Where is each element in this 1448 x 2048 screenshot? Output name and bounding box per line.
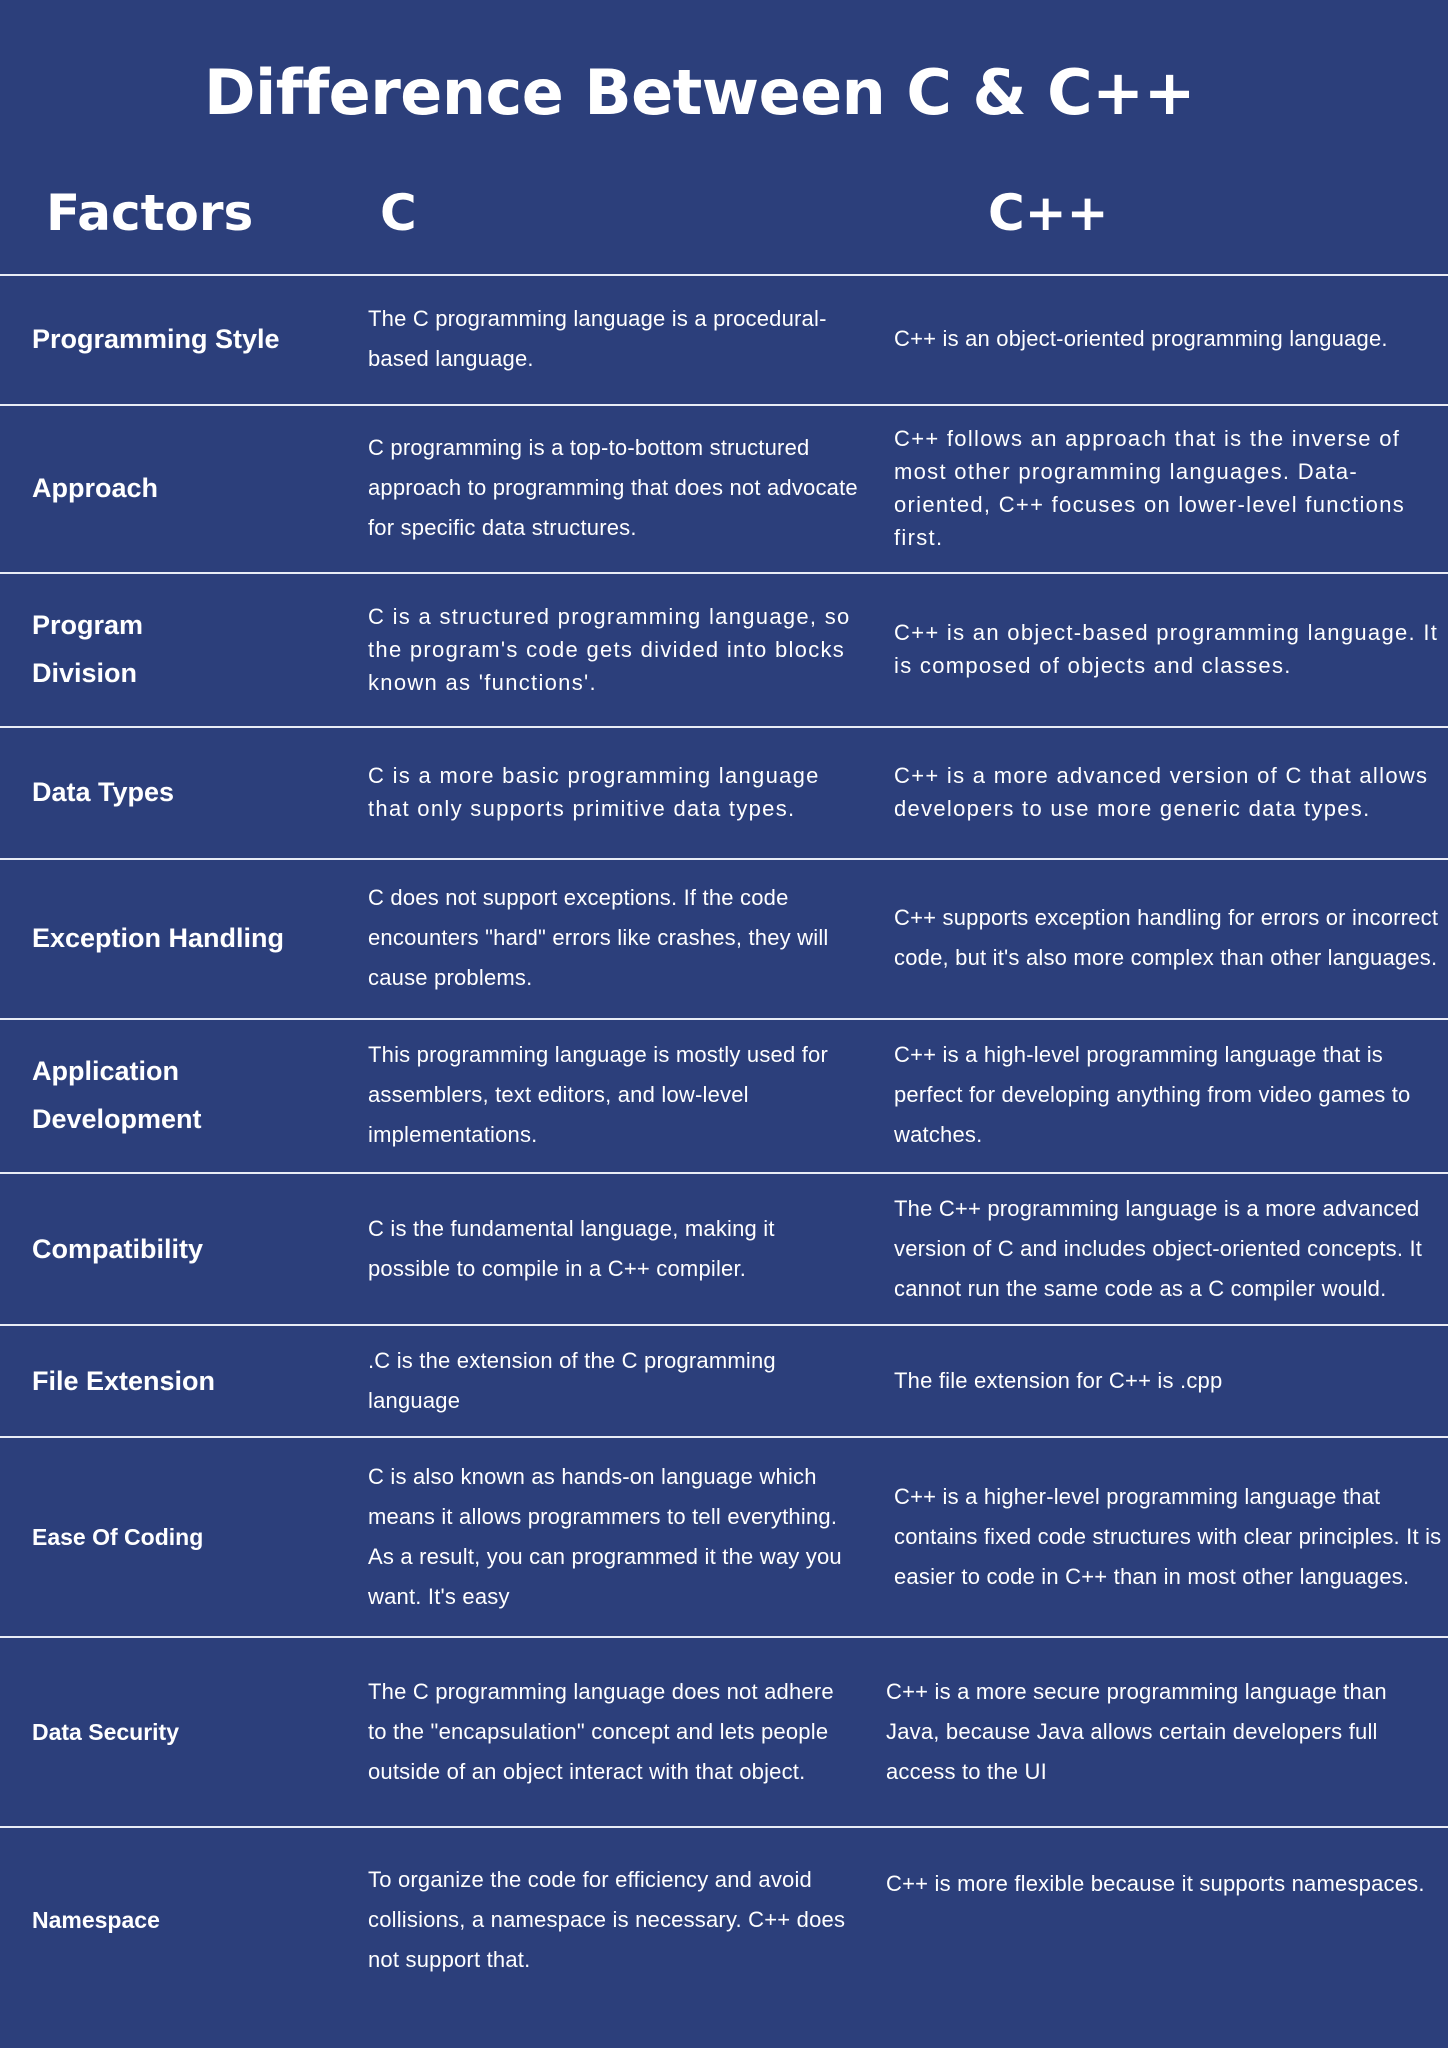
factor-label: Compatibility — [32, 1234, 204, 1264]
cpp-description: C++ is a more advanced version of C that allows developers to use more generic data types. — [894, 763, 1429, 821]
cpp-description: C++ is more flexible because it supports namespaces. — [886, 1871, 1425, 1896]
cpp-description: The C++ programming language is a more advanced version of C and includes object-oriented concepts. It cannot run the same code as a C compiler would. — [894, 1196, 1423, 1301]
table-row — [0, 574, 1448, 724]
c-description: The C programming language does not adhere to the "encapsulation" concept and lets people outside of an object interact with that object. — [368, 1679, 834, 1784]
factor-label: File Extension — [32, 1366, 216, 1396]
factor-label: Application Development — [32, 1056, 202, 1134]
c-description: .C is the extension of the C programming language — [368, 1348, 776, 1413]
factor-label: Data Types — [32, 777, 175, 807]
column-header-factors: Factors — [46, 184, 254, 242]
factor-label: Ease Of Coding — [32, 1524, 204, 1550]
c-description: This programming language is mostly used for assemblers, text editors, and low-level implementations. — [368, 1042, 829, 1147]
c-description: C is also known as hands-on language which means it allows programmers to tell everything. As a result, you can programmed it the way you want. It's easy — [368, 1464, 842, 1609]
c-description: C is a more basic programming language that only supports primitive data types. — [368, 763, 820, 821]
cpp-description: C++ follows an approach that is the inverse of most other programming languages. Data-oriented, C++ focuses on lower-level functions first. — [894, 426, 1406, 550]
page-title: Difference Between C & C++ — [204, 56, 1196, 129]
table-row — [0, 1174, 1448, 1324]
cpp-description: C++ is a more secure programming language than Java, because Java allows certain developers full access to the UI — [886, 1679, 1387, 1784]
column-header-c: C — [380, 184, 417, 242]
cpp-description: The file extension for C++ is .cpp — [894, 1368, 1223, 1393]
cpp-description: C++ is a higher-level programming language that contains fixed code structures with clear principles. It is easier to code in C++ than in most other languages. — [894, 1484, 1442, 1589]
c-description: C does not support exceptions. If the code encounters "hard" errors like crashes, they will cause problems. — [368, 885, 829, 990]
factor-label: Data Security — [32, 1719, 180, 1745]
c-description: The C programming language is a procedural-based language. — [368, 306, 827, 371]
table-row — [0, 1438, 1448, 1636]
factor-label: Program Division — [32, 610, 144, 688]
cpp-description: C++ supports exception handling for errors or incorrect code, but it's also more complex than other languages. — [894, 905, 1439, 970]
factor-label: Exception Handling — [32, 923, 285, 953]
table-row — [0, 860, 1448, 1016]
c-description: C programming is a top-to-bottom structured approach to programming that does not advocate for specific data structures. — [368, 435, 858, 540]
table-row — [0, 276, 1448, 402]
c-description: C is the fundamental language, making it possible to compile in a C++ compiler. — [368, 1216, 775, 1281]
cpp-description: C++ is an object-oriented programming language. — [894, 326, 1388, 351]
table-row — [0, 406, 1448, 570]
table-row — [0, 1020, 1448, 1170]
cpp-description: C++ is a high-level programming language that is perfect for developing anything from video games to watches. — [894, 1042, 1411, 1147]
column-header-cpp: C++ — [988, 184, 1109, 242]
table-row — [0, 1326, 1448, 1436]
table-row — [0, 1828, 1448, 2012]
table-row — [0, 1638, 1448, 1826]
factor-label: Programming Style — [32, 324, 280, 354]
factor-label: Namespace — [32, 1907, 160, 1933]
c-description: To organize the code for efficiency and avoid collisions, a namespace is necessary. C++ does not support that. — [368, 1867, 846, 1972]
factor-label: Approach — [32, 473, 159, 503]
cpp-description: C++ is an object-based programming language. It is composed of objects and classes. — [894, 620, 1439, 678]
c-description: C is a structured programming language, so the program's code gets divided into blocks known as 'functions'. — [368, 603, 851, 695]
table-row — [0, 728, 1448, 856]
